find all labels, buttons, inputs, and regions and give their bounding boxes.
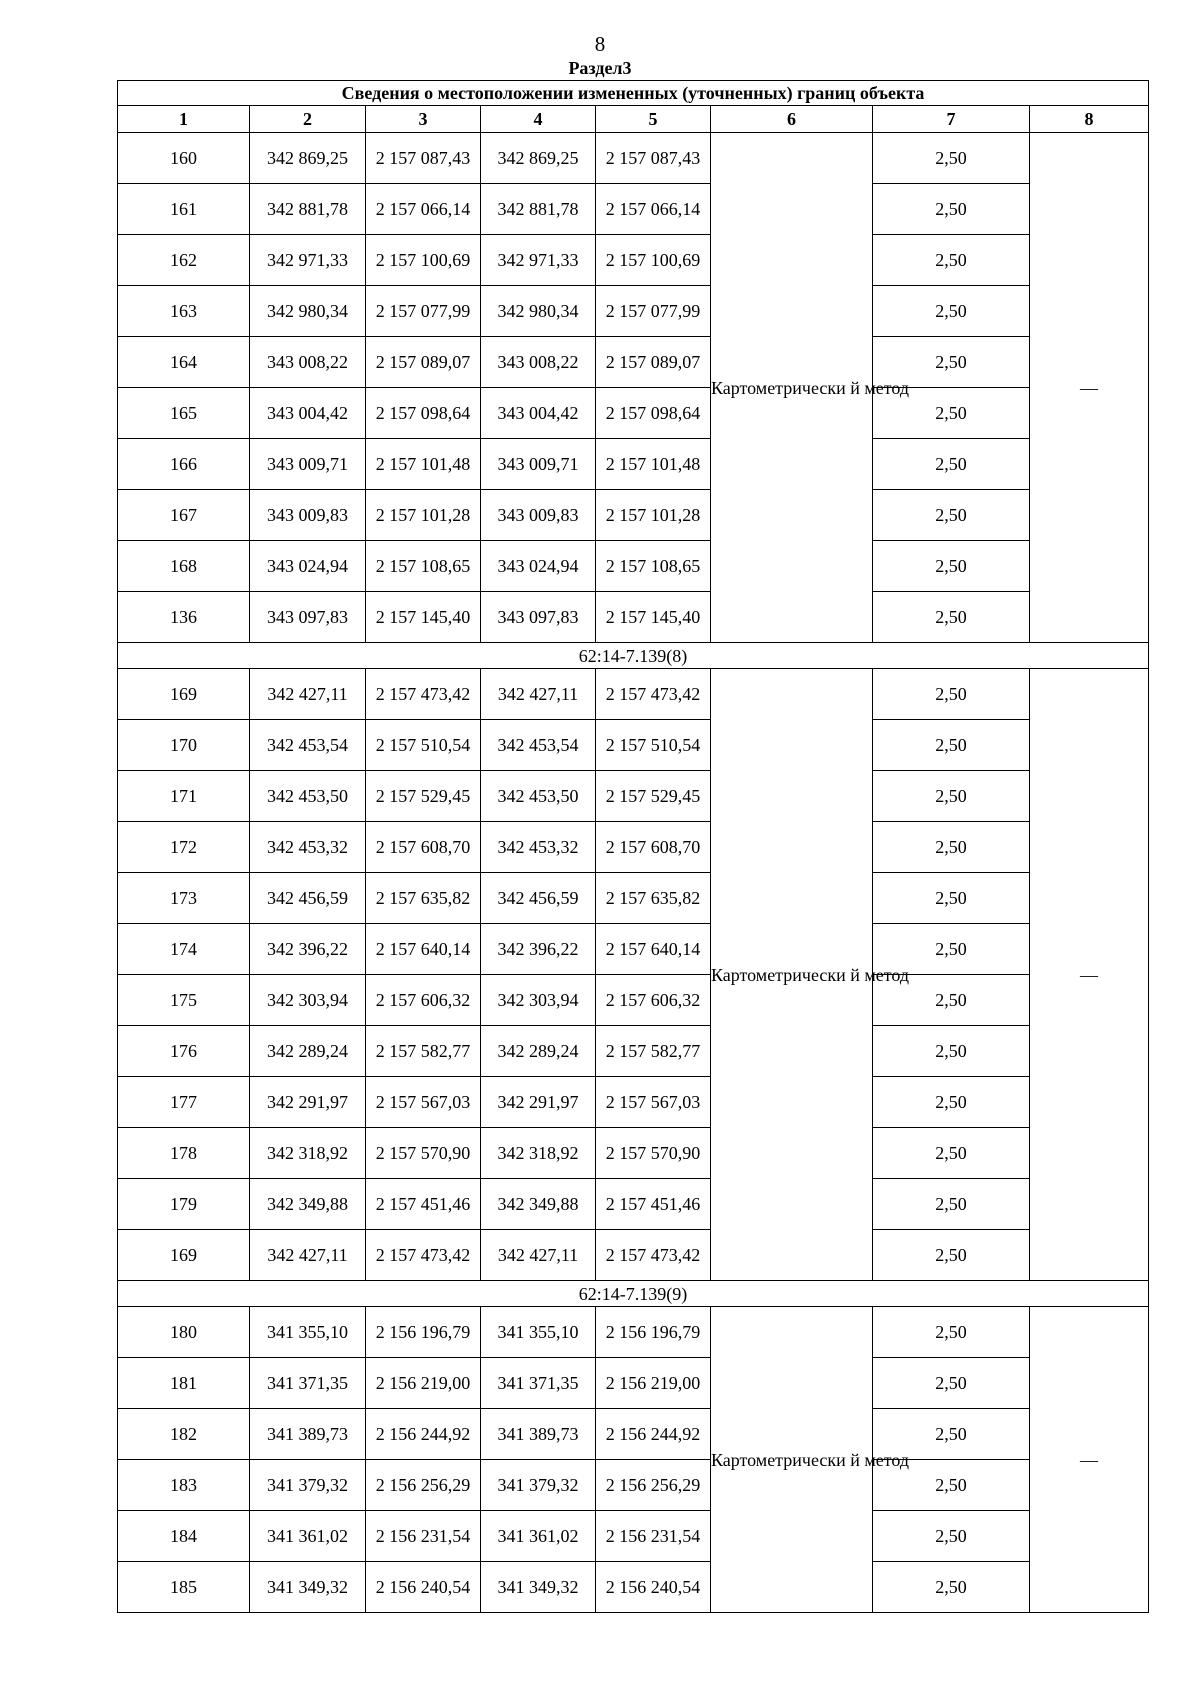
x-existing-cell: 343 097,83: [250, 592, 366, 643]
table-row: [118, 592, 1149, 643]
table-row: [118, 720, 1149, 771]
section-title: Сведения о местоположении измененных (уточненных) границ объекта: [118, 81, 1149, 106]
x-new-cell: 341 355,10: [481, 1307, 596, 1358]
precision-cell: 2,50: [873, 975, 1030, 1026]
precision-cell: 2,50: [873, 1026, 1030, 1077]
x-existing-cell: 342 396,22: [250, 924, 366, 975]
section-title-row: [118, 81, 1149, 106]
x-new-cell: 343 008,22: [481, 337, 596, 388]
point-number-cell: 174: [118, 924, 250, 975]
point-number-cell: 171: [118, 771, 250, 822]
y-new-cell: 2 156 240,54: [596, 1562, 711, 1613]
table-row: [118, 1460, 1149, 1511]
x-new-cell: 341 361,02: [481, 1511, 596, 1562]
x-existing-cell: 342 971,33: [250, 235, 366, 286]
x-existing-cell: 342 291,97: [250, 1077, 366, 1128]
point-number-cell: 169: [118, 669, 250, 720]
y-new-cell: 2 157 087,43: [596, 133, 711, 184]
x-new-cell: 343 009,83: [481, 490, 596, 541]
point-number-cell: 163: [118, 286, 250, 337]
y-new-cell: 2 157 089,07: [596, 337, 711, 388]
precision-cell: 2,50: [873, 1358, 1030, 1409]
method-cell: Картометрически й метод: [711, 133, 873, 643]
point-number-cell: 178: [118, 1128, 250, 1179]
method-cell: Картометрически й метод: [711, 1307, 873, 1613]
y-new-cell: 2 157 529,45: [596, 771, 711, 822]
precision-cell: 2,50: [873, 133, 1030, 184]
precision-cell: 2,50: [873, 1077, 1030, 1128]
x-existing-cell: 343 009,71: [250, 439, 366, 490]
x-existing-cell: 341 389,73: [250, 1409, 366, 1460]
point-number-cell: 182: [118, 1409, 250, 1460]
x-new-cell: 341 349,32: [481, 1562, 596, 1613]
x-new-cell: 342 453,50: [481, 771, 596, 822]
column-number: 1: [118, 106, 250, 133]
y-new-cell: 2 156 231,54: [596, 1511, 711, 1562]
column-number: 4: [481, 106, 596, 133]
point-number-cell: 172: [118, 822, 250, 873]
x-new-cell: 342 318,92: [481, 1128, 596, 1179]
x-existing-cell: 343 008,22: [250, 337, 366, 388]
x-new-cell: 342 869,25: [481, 133, 596, 184]
precision-cell: 2,50: [873, 924, 1030, 975]
y-new-cell: 2 157 606,32: [596, 975, 711, 1026]
precision-cell: 2,50: [873, 873, 1030, 924]
x-existing-cell: 342 318,92: [250, 1128, 366, 1179]
point-number-cell: 181: [118, 1358, 250, 1409]
x-new-cell: 342 453,54: [481, 720, 596, 771]
y-new-cell: 2 157 567,03: [596, 1077, 711, 1128]
table-row: [118, 1562, 1149, 1613]
x-existing-cell: 342 453,54: [250, 720, 366, 771]
y-existing-cell: 2 157 098,64: [366, 388, 481, 439]
x-new-cell: 342 291,97: [481, 1077, 596, 1128]
table-row: [118, 873, 1149, 924]
point-number-cell: 164: [118, 337, 250, 388]
y-new-cell: 2 157 145,40: [596, 592, 711, 643]
precision-cell: 2,50: [873, 490, 1030, 541]
y-existing-cell: 2 157 567,03: [366, 1077, 481, 1128]
table-row: [118, 1077, 1149, 1128]
y-new-cell: 2 156 244,92: [596, 1409, 711, 1460]
table-row: [118, 1358, 1149, 1409]
page-number: 8: [594, 32, 606, 56]
x-existing-cell: 341 349,32: [250, 1562, 366, 1613]
point-number-cell: 184: [118, 1511, 250, 1562]
precision-cell: 2,50: [873, 822, 1030, 873]
table-row: [118, 133, 1149, 184]
x-new-cell: 341 371,35: [481, 1358, 596, 1409]
table-row: [118, 1230, 1149, 1281]
y-existing-cell: 2 157 582,77: [366, 1026, 481, 1077]
point-number-cell: 160: [118, 133, 250, 184]
point-number-cell: 169: [118, 1230, 250, 1281]
precision-cell: 2,50: [873, 286, 1030, 337]
table-row: [118, 975, 1149, 1026]
table-row: [118, 669, 1149, 720]
table-row: [118, 541, 1149, 592]
x-existing-cell: 342 980,34: [250, 286, 366, 337]
precision-cell: 2,50: [873, 1409, 1030, 1460]
precision-cell: 2,50: [873, 337, 1030, 388]
y-new-cell: 2 157 077,99: [596, 286, 711, 337]
y-existing-cell: 2 157 570,90: [366, 1128, 481, 1179]
precision-cell: 2,50: [873, 1307, 1030, 1358]
y-new-cell: 2 157 100,69: [596, 235, 711, 286]
x-existing-cell: 342 427,11: [250, 1230, 366, 1281]
column-number: 8: [1030, 106, 1149, 133]
x-existing-cell: 342 456,59: [250, 873, 366, 924]
x-existing-cell: 341 355,10: [250, 1307, 366, 1358]
point-number-cell: 170: [118, 720, 250, 771]
precision-cell: 2,50: [873, 669, 1030, 720]
x-existing-cell: 342 349,88: [250, 1179, 366, 1230]
x-existing-cell: 341 379,32: [250, 1460, 366, 1511]
x-new-cell: 342 349,88: [481, 1179, 596, 1230]
y-new-cell: 2 156 196,79: [596, 1307, 711, 1358]
x-new-cell: 343 024,94: [481, 541, 596, 592]
x-new-cell: 342 881,78: [481, 184, 596, 235]
x-existing-cell: 342 289,24: [250, 1026, 366, 1077]
y-new-cell: 2 157 108,65: [596, 541, 711, 592]
table-row: [118, 1409, 1149, 1460]
y-existing-cell: 2 157 529,45: [366, 771, 481, 822]
y-new-cell: 2 157 451,46: [596, 1179, 711, 1230]
precision-cell: 2,50: [873, 1179, 1030, 1230]
point-number-cell: 165: [118, 388, 250, 439]
x-new-cell: 342 289,24: [481, 1026, 596, 1077]
table-row: [118, 388, 1149, 439]
table-row: [118, 490, 1149, 541]
y-existing-cell: 2 157 066,14: [366, 184, 481, 235]
y-new-cell: 2 157 101,48: [596, 439, 711, 490]
point-number-cell: 173: [118, 873, 250, 924]
table-row: [118, 235, 1149, 286]
point-number-cell: 180: [118, 1307, 250, 1358]
x-existing-cell: 342 453,50: [250, 771, 366, 822]
y-existing-cell: 2 156 231,54: [366, 1511, 481, 1562]
x-new-cell: 342 453,32: [481, 822, 596, 873]
x-existing-cell: 342 453,32: [250, 822, 366, 873]
x-new-cell: 342 396,22: [481, 924, 596, 975]
precision-cell: 2,50: [873, 720, 1030, 771]
x-existing-cell: 342 881,78: [250, 184, 366, 235]
y-existing-cell: 2 157 101,48: [366, 439, 481, 490]
y-existing-cell: 2 157 473,42: [366, 1230, 481, 1281]
point-number-cell: 183: [118, 1460, 250, 1511]
x-new-cell: 341 389,73: [481, 1409, 596, 1460]
precision-cell: 2,50: [873, 439, 1030, 490]
x-existing-cell: 342 427,11: [250, 669, 366, 720]
column-number: 3: [366, 106, 481, 133]
x-new-cell: 342 427,11: [481, 1230, 596, 1281]
point-number-cell: 162: [118, 235, 250, 286]
y-new-cell: 2 157 640,14: [596, 924, 711, 975]
y-existing-cell: 2 156 256,29: [366, 1460, 481, 1511]
y-existing-cell: 2 157 635,82: [366, 873, 481, 924]
y-new-cell: 2 157 635,82: [596, 873, 711, 924]
x-new-cell: 343 009,71: [481, 439, 596, 490]
y-existing-cell: 2 157 640,14: [366, 924, 481, 975]
table-row: [118, 771, 1149, 822]
group-title-row: [118, 643, 1149, 669]
y-existing-cell: 2 157 145,40: [366, 592, 481, 643]
table-row: [118, 286, 1149, 337]
section-label: Раздел3: [568, 58, 632, 78]
table-row: [118, 1128, 1149, 1179]
table-row: [118, 924, 1149, 975]
precision-cell: 2,50: [873, 1230, 1030, 1281]
precision-cell: 2,50: [873, 184, 1030, 235]
table-row: [118, 184, 1149, 235]
precision-cell: 2,50: [873, 771, 1030, 822]
y-existing-cell: 2 157 510,54: [366, 720, 481, 771]
group-title: 62:14-7.139(8): [118, 643, 1149, 669]
y-existing-cell: 2 157 451,46: [366, 1179, 481, 1230]
group-title-row: [118, 1281, 1149, 1307]
y-existing-cell: 2 157 608,70: [366, 822, 481, 873]
x-new-cell: 342 427,11: [481, 669, 596, 720]
table-row: [118, 822, 1149, 873]
y-existing-cell: 2 157 101,28: [366, 490, 481, 541]
x-new-cell: 342 971,33: [481, 235, 596, 286]
x-existing-cell: 343 004,42: [250, 388, 366, 439]
point-number-cell: 175: [118, 975, 250, 1026]
x-existing-cell: 341 361,02: [250, 1511, 366, 1562]
precision-cell: 2,50: [873, 235, 1030, 286]
y-new-cell: 2 157 101,28: [596, 490, 711, 541]
y-new-cell: 2 157 473,42: [596, 1230, 711, 1281]
point-number-cell: 176: [118, 1026, 250, 1077]
y-existing-cell: 2 157 077,99: [366, 286, 481, 337]
x-new-cell: 342 980,34: [481, 286, 596, 337]
precision-cell: 2,50: [873, 1511, 1030, 1562]
column-8-cell: —: [1030, 1307, 1149, 1613]
y-existing-cell: 2 157 473,42: [366, 669, 481, 720]
column-numbers-row: [118, 106, 1149, 133]
y-existing-cell: 2 157 087,43: [366, 133, 481, 184]
y-new-cell: 2 157 608,70: [596, 822, 711, 873]
y-existing-cell: 2 156 196,79: [366, 1307, 481, 1358]
y-new-cell: 2 157 066,14: [596, 184, 711, 235]
table-row: [118, 1307, 1149, 1358]
point-number-cell: 185: [118, 1562, 250, 1613]
table-row: [118, 337, 1149, 388]
point-number-cell: 168: [118, 541, 250, 592]
table-row: [118, 1179, 1149, 1230]
point-number-cell: 179: [118, 1179, 250, 1230]
y-new-cell: 2 156 256,29: [596, 1460, 711, 1511]
precision-cell: 2,50: [873, 388, 1030, 439]
x-existing-cell: 342 303,94: [250, 975, 366, 1026]
point-number-cell: 177: [118, 1077, 250, 1128]
y-existing-cell: 2 157 606,32: [366, 975, 481, 1026]
method-cell: Картометрически й метод: [711, 669, 873, 1281]
point-number-cell: 167: [118, 490, 250, 541]
y-new-cell: 2 157 582,77: [596, 1026, 711, 1077]
y-existing-cell: 2 157 108,65: [366, 541, 481, 592]
y-existing-cell: 2 156 244,92: [366, 1409, 481, 1460]
column-number: 2: [250, 106, 366, 133]
boundary-table: [117, 80, 1149, 1613]
x-existing-cell: 341 371,35: [250, 1358, 366, 1409]
y-new-cell: 2 156 219,00: [596, 1358, 711, 1409]
point-number-cell: 166: [118, 439, 250, 490]
point-number-cell: 136: [118, 592, 250, 643]
y-existing-cell: 2 157 100,69: [366, 235, 481, 286]
precision-cell: 2,50: [873, 1562, 1030, 1613]
table-body: [118, 81, 1149, 1613]
precision-cell: 2,50: [873, 592, 1030, 643]
y-existing-cell: 2 156 219,00: [366, 1358, 481, 1409]
x-existing-cell: 343 024,94: [250, 541, 366, 592]
precision-cell: 2,50: [873, 541, 1030, 592]
y-new-cell: 2 157 510,54: [596, 720, 711, 771]
column-number: 5: [596, 106, 711, 133]
table-row: [118, 1026, 1149, 1077]
x-existing-cell: 343 009,83: [250, 490, 366, 541]
x-new-cell: 342 456,59: [481, 873, 596, 924]
column-number: 6: [711, 106, 873, 133]
x-new-cell: 342 303,94: [481, 975, 596, 1026]
table-row: [118, 439, 1149, 490]
x-new-cell: 343 097,83: [481, 592, 596, 643]
column-8-cell: —: [1030, 669, 1149, 1281]
x-existing-cell: 342 869,25: [250, 133, 366, 184]
x-new-cell: 343 004,42: [481, 388, 596, 439]
table-row: [118, 1511, 1149, 1562]
precision-cell: 2,50: [873, 1128, 1030, 1179]
x-new-cell: 341 379,32: [481, 1460, 596, 1511]
y-new-cell: 2 157 473,42: [596, 669, 711, 720]
precision-cell: 2,50: [873, 1460, 1030, 1511]
column-number: 7: [873, 106, 1030, 133]
point-number-cell: 161: [118, 184, 250, 235]
y-existing-cell: 2 156 240,54: [366, 1562, 481, 1613]
y-existing-cell: 2 157 089,07: [366, 337, 481, 388]
column-8-cell: —: [1030, 133, 1149, 643]
group-title: 62:14-7.139(9): [118, 1281, 1149, 1307]
y-new-cell: 2 157 098,64: [596, 388, 711, 439]
y-new-cell: 2 157 570,90: [596, 1128, 711, 1179]
